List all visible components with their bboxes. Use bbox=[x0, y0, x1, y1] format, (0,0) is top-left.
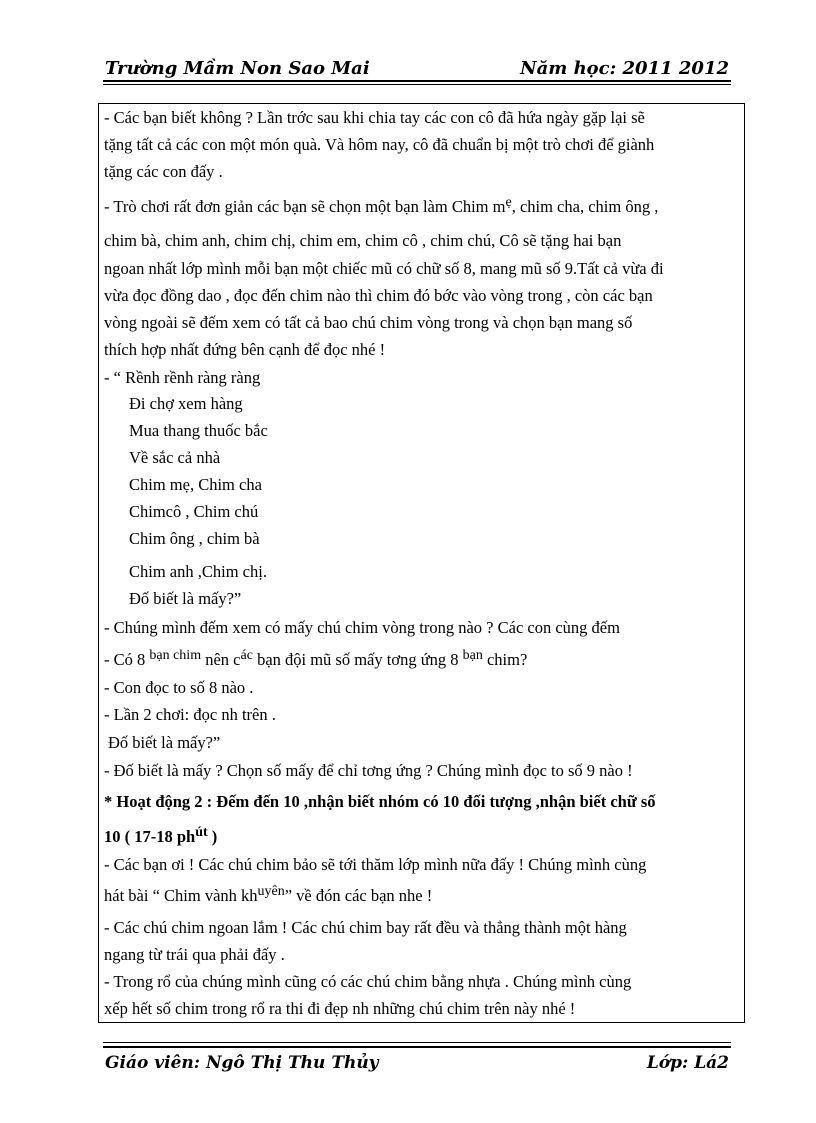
poem-line: Chimcô , Chim chú bbox=[129, 502, 259, 521]
text-line: tặng các con đấy . bbox=[104, 162, 223, 181]
text-line: - Chúng mình đếm xem có mấy chú chim vòng trong nào ? Các con cùng đếm bbox=[104, 618, 620, 637]
text-line bbox=[104, 650, 527, 670]
text-line: Đố biết là mấy?” bbox=[108, 733, 221, 752]
text-line: xếp hết số chim trong rổ ra thi đi đẹp nh những chú chim trên này nhé ! bbox=[104, 999, 576, 1018]
text-line: tặng tất cả các con một món quà. Và hôm nay, cô đã chuẩn bị một trò chơi để giành bbox=[104, 135, 655, 154]
text-run: ) bbox=[207, 827, 218, 846]
header-rule-thin bbox=[103, 84, 731, 85]
text-run: , chim cha, chim ông , bbox=[511, 197, 659, 216]
text-line: - Các bạn ơi ! Các chú chim bảo sẽ tới thăm lớp mình nữa đấy ! Chúng mình cùng bbox=[104, 855, 647, 874]
superscript-run: út bbox=[195, 825, 208, 840]
text-line: - Các chú chim ngoan lắm ! Các chú chim bay rất đều và thẳng thành một hàng bbox=[104, 918, 627, 937]
text-run: 10 ( 17-18 ph bbox=[104, 827, 196, 846]
text-run: hát bài “ Chim vành kh bbox=[104, 886, 258, 905]
footer-rule-thick bbox=[103, 1046, 731, 1048]
poem-line: Đi chợ xem hàng bbox=[129, 394, 243, 413]
superscript-run: ẹ bbox=[505, 195, 512, 210]
text-line: thích hợp nhất đứng bên cạnh để đọc nhé ! bbox=[104, 340, 386, 359]
text-line: - Con đọc to số 8 nào . bbox=[104, 678, 254, 697]
class-name: Lớp: Lá2 bbox=[646, 1053, 729, 1073]
superscript-run: bạn bbox=[462, 648, 483, 663]
superscript-run: bạn chim bbox=[149, 648, 202, 663]
teacher-name: Giáo viên: Ngô Thị Thu Thủy bbox=[105, 1053, 379, 1073]
text-run: - Trò chơi rất đơn giản các bạn sẽ chọn một bạn làm Chim m bbox=[104, 197, 506, 216]
text-line: - Lần 2 chơi: đọc nh trên . bbox=[104, 705, 276, 724]
text-run: bạn đội mũ số mấy tơng ứng 8 bbox=[252, 650, 463, 669]
text-line: - Các bạn biết không ? Lần trớc sau khi chia tay các con cô đã hứa ngày gặp lại sẽ bbox=[104, 108, 645, 127]
poem-line: Về sắc cả nhà bbox=[129, 448, 221, 467]
text-line: chim bà, chim anh, chim chị, chim em, chim cô , chim chú, Cô sẽ tặng hai bạn bbox=[104, 231, 622, 250]
text-run: chim? bbox=[482, 650, 528, 669]
page-footer bbox=[103, 1042, 731, 1082]
header-rule-thick bbox=[103, 80, 731, 82]
text-line: - Trong rổ của chúng mình cũng có các chú chim bằng nhựa . Chúng mình cùng bbox=[104, 972, 632, 991]
superscript-run: uyên bbox=[257, 884, 285, 899]
section-heading bbox=[104, 827, 217, 847]
text-line: vừa đọc đồng dao , đọc đến chim nào thì chim đó bớc vào vòng trong , còn các bạn bbox=[104, 286, 653, 305]
school-year: Năm học: 2011 2012 bbox=[520, 58, 729, 79]
text-line: ngang từ trái qua phải đấy . bbox=[104, 945, 285, 964]
text-run: nên c bbox=[201, 650, 241, 669]
poem-line: Mua thang thuốc bắc bbox=[129, 421, 268, 440]
poem-line: Chim ông , chim bà bbox=[129, 529, 260, 548]
poem-line: Đố biết là mấy?” bbox=[129, 589, 242, 608]
text-line: ngoan nhất lớp mình mỗi bạn một chiếc mũ có chữ số 8, mang mũ số 9.Tất cả vừa đi bbox=[104, 259, 664, 278]
text-line: vòng ngoài sẽ đếm xem có tất cả bao chú chim vòng trong và chọn bạn mang số bbox=[104, 313, 633, 332]
superscript-run: ác bbox=[240, 648, 253, 663]
text-line bbox=[104, 197, 658, 217]
text-line bbox=[104, 886, 432, 906]
poem-line: Chim mẹ, Chim cha bbox=[129, 475, 262, 494]
section-heading: * Hoạt động 2 : Đếm đến 10 ,nhận biết nhóm có 10 đối tượng ,nhận biết chữ số bbox=[104, 792, 656, 811]
text-run: ” về đón các bạn nhe ! bbox=[284, 886, 433, 905]
footer-rule-thin bbox=[103, 1042, 731, 1043]
text-line: - Đố biết là mấy ? Chọn số mấy để chỉ tơng ứng ? Chúng mình đọc to số 9 nào ! bbox=[104, 761, 633, 780]
text-run: - Có 8 bbox=[104, 650, 150, 669]
poem-line: Chim anh ,Chim chị. bbox=[129, 562, 267, 581]
school-name: Trường Mầm Non Sao Mai bbox=[105, 58, 370, 79]
poem-line: - “ Rềnh rềnh ràng ràng bbox=[104, 368, 261, 387]
